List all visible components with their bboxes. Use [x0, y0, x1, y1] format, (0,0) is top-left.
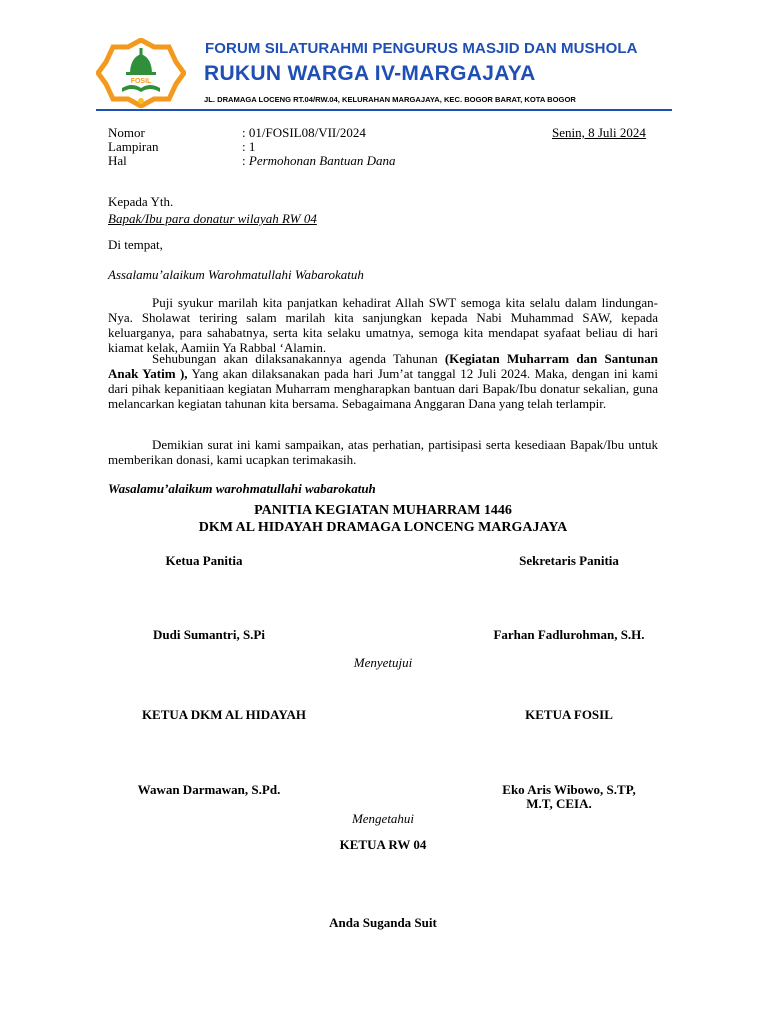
paragraph-2-text-c: Yang akan dilaksanakan pada hari Jum’at tanggal 12 Juli 2024. Maka, dengan ini kami dari pihak kepanitiaan kegiatan Muharram mengharapkan bantuan dari Bapak/Ibu donatur sekalian, guna melancarkan kegiatan tahunan kita bersama. Sebagaimana Anggaran Dana yang telah terlampir.	[108, 366, 658, 411]
paragraph-2-text-a: Sehubungan akan dilaksanakannya agenda Tahunan	[152, 351, 445, 366]
ketua-fosil-name-2: M.T, CEIA.	[526, 796, 592, 811]
sekretaris-title: Sekretaris Panitia	[519, 553, 619, 568]
lampiran-value: : 1	[242, 139, 256, 154]
kepada-label: Kepada Yth.	[108, 194, 174, 209]
ketua-panitia-title: Ketua Panitia	[165, 553, 243, 568]
paragraph-1-text: Puji syukur marilah kita panjatkan kehadirat Allah SWT semoga kita selalu dalam lindungan-Nya. Sholawat teriring salam marilah kita sanjungkan kepada Nabi Muhammad SAW, kepada keluarganya, para sahabatnya, serta kita selaku umatnya, semoga kita mendapat syafaat beliau di hari kiamat kelak, Aamiin Ya Rabbal ‘Alamin.	[108, 295, 658, 355]
paragraph-2-event: (Kegiatan Muharram dan Santunan Anak Yatim ),	[108, 351, 659, 381]
rw-name: RUKUN WARGA IV-MARGAJAYA	[204, 62, 536, 85]
greeting: Assalamu’alaikum Warohmatullahi Wabarokatuh	[108, 267, 364, 282]
ketua-rw-name: Anda Suganda Suit	[329, 915, 437, 930]
ketua-fosil-title: KETUA FOSIL	[525, 707, 613, 722]
paragraph-1	[108, 295, 658, 355]
committee-title-2: DKM AL HIDAYAH DRAMAGA LONCENG MARGAJAYA	[198, 520, 568, 535]
header-divider	[96, 109, 672, 111]
hal-subject: Permohonan Bantuan Dana	[248, 153, 396, 168]
lampiran-label: Lampiran	[108, 139, 159, 154]
org-name: FORUM SILATURAHMI PENGURUS MASJID DAN MUSHOLA	[205, 40, 638, 57]
hal-value	[242, 153, 395, 169]
sekretaris-name: Farhan Fadlurohman, S.H.	[493, 627, 645, 642]
logo-text: FOSIL	[130, 78, 152, 85]
menyetujui-label: Menyetujui	[353, 655, 413, 670]
org-address: JL. DRAMAGA LOCENG RT.04/RW.04, KELURAHAN MARGAJAYA, KEC. BOGOR BARAT, KOTA BOGOR	[204, 95, 576, 104]
hal-prefix: :	[242, 153, 249, 168]
ketua-rw-title: KETUA RW 04	[339, 837, 427, 852]
letter-date: Senin, 8 Juli 2024	[552, 125, 646, 140]
fosil-logo	[96, 38, 186, 108]
ketua-panitia-name: Dudi Sumantri, S.Pi	[153, 627, 265, 642]
ketua-dkm-title: KETUA DKM AL HIDAYAH	[141, 707, 307, 722]
recipient-name: Bapak/Ibu para donatur wilayah RW 04	[108, 211, 317, 226]
paragraph-2	[108, 351, 658, 411]
closing-greeting: Wasalamu’alaikum warohmatullahi wabarokatuh	[108, 481, 376, 496]
paragraph-3	[108, 437, 658, 467]
nomor-label: Nomor	[108, 125, 145, 140]
committee-title-1: PANITIA KEGIATAN MUHARRAM 1446	[254, 503, 512, 518]
hal-label: Hal	[108, 153, 127, 168]
mengetahui-label: Mengetahui	[351, 811, 415, 826]
ketua-dkm-name: Wawan Darmawan, S.Pd.	[137, 782, 281, 797]
nomor-value: : 01/FOSIL08/VII/2024	[242, 125, 366, 140]
recipient-place: Di tempat,	[108, 237, 163, 252]
ketua-fosil-name-1: Eko Aris Wibowo, S.TP,	[502, 782, 636, 797]
paragraph-3-text: Demikian surat ini kami sampaikan, atas perhatian, partisipasi serta kesediaan Bapak/Ibu untuk memberikan donasi, kami ucapkan terimakasih.	[108, 437, 658, 467]
